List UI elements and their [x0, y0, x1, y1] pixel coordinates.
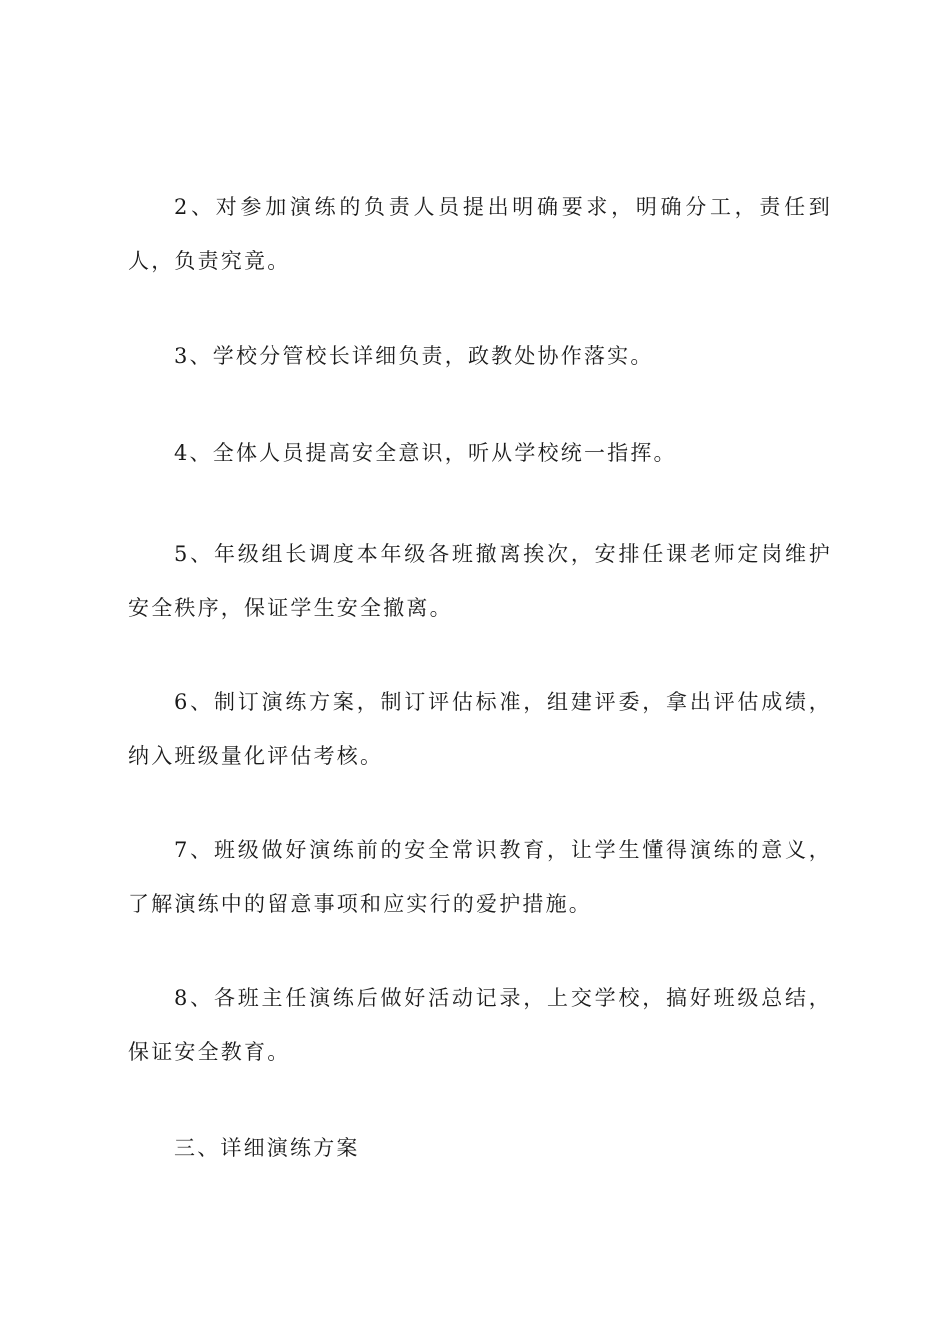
paragraph-item-5: 5、年级组长调度本年级各班撤离挨次，安排任课老师定岗维护安全秩序，保证学生安全撤离。: [128, 542, 832, 620]
paragraph-item-8: 8、各班主任演练后做好活动记录，上交学校，搞好班级总结，保证安全教育。: [128, 986, 832, 1064]
section-heading: 三、详细演练方案: [174, 1136, 360, 1160]
paragraph-item-2: 2、对参加演练的负责人员提出明确要求，明确分工，责任到人，负责究竟。: [128, 195, 832, 273]
paragraph-item-7: 7、班级做好演练前的安全常识教育，让学生懂得演练的意义，了解演练中的留意事项和应实行的爱护措施。: [128, 838, 832, 916]
paragraph-item-4: 4、全体人员提高安全意识，听从学校统一指挥。: [174, 441, 677, 465]
paragraph-item-3: 3、学校分管校长详细负责，政教处协作落实。: [174, 344, 654, 368]
paragraph-item-6: 6、制订演练方案，制订评估标准，组建评委，拿出评估成绩，纳入班级量化评估考核。: [128, 690, 832, 768]
